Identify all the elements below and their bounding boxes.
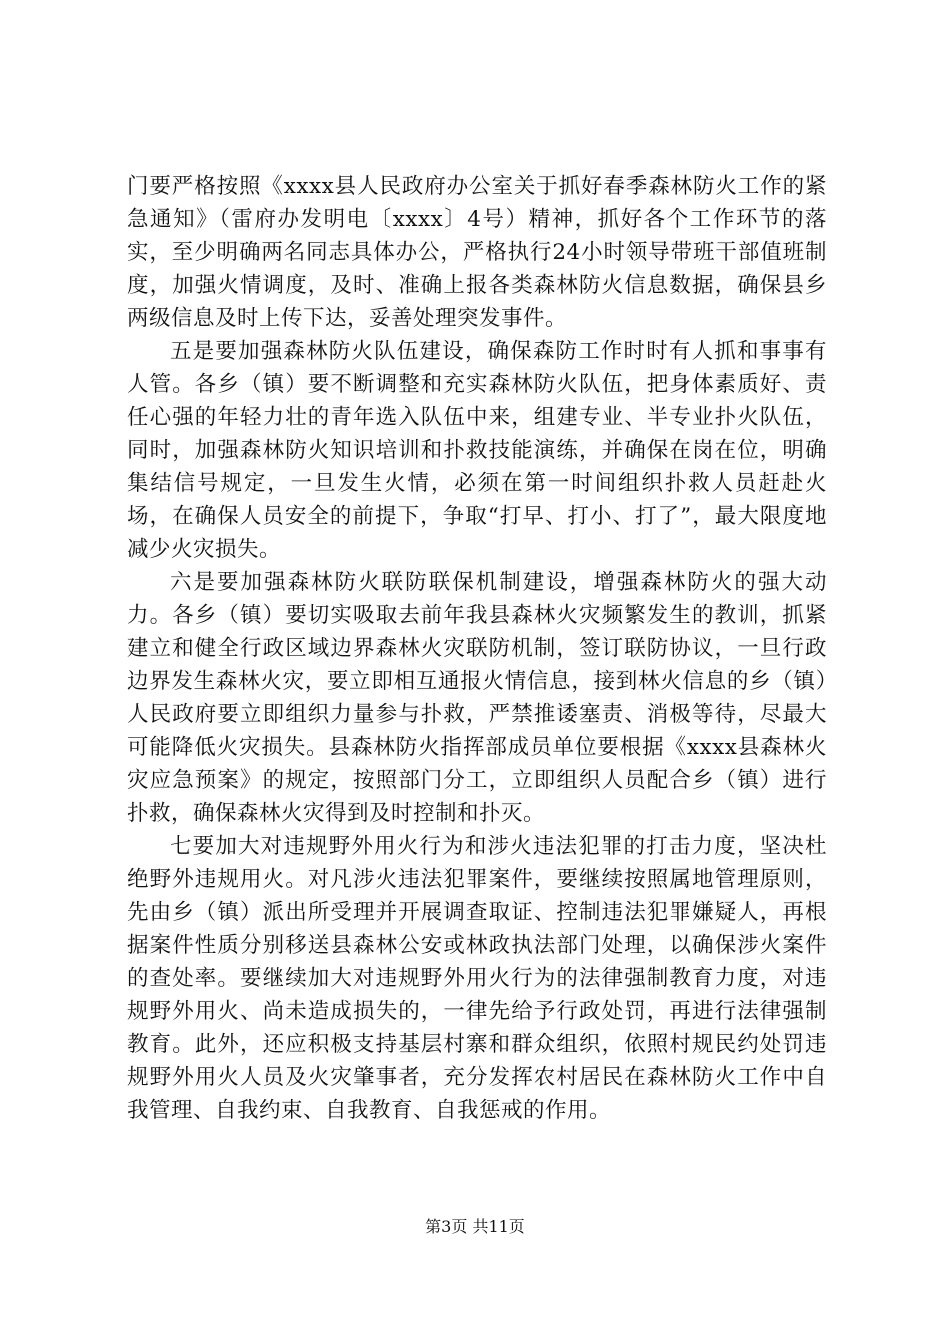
page-number-footer: 第3页 共11页 — [425, 1217, 525, 1236]
paragraph-continuation: 门要严格按照《xxxx县人民政府办公室关于抓好春季森林防火工作的紧急通知》（雷府办发明电〔xxxx〕4号）精神，抓好各个工作环节的落实，至少明确两名同志具体办公，严格执行24小时领导带班干部值班制度，加强火情调度，及时、准确上报各类森林防火信息数据，确保县乡两级信息及时上传下达，妥善处理突发事件。 — [127, 174, 827, 331]
document-body — [127, 170, 827, 1127]
paragraph-item-seven: 七要加大对违规野外用火行为和涉火违法犯罪的打击力度，坚决杜绝野外违规用火。对凡涉火违法犯罪案件，要继续按照属地管理原则，先由乡（镇）派出所受理并开展调查取证、控制违法犯罪嫌疑人，再根据案件性质分别移送县森林公安或林政执法部门处理，以确保涉火案件的查处率。要继续加大对违规野外用火行为的法律强制教育力度，对违规野外用火、尚未造成损失的，一律先给予行政处罚，再进行法律强制教育。此外，还应积极支持基层村寨和群众组织，依照村规民约处罚违规野外用火人员及火灾肇事者，充分发挥农村居民在森林防火工作中自我管理、自我约束、自我教育、自我惩戒的作用。 — [127, 834, 827, 1123]
paragraph-item-five: 五是要加强森林防火队伍建设，确保森防工作时时有人抓和事事有人管。各乡（镇）要不断调整和充实森林防火队伍，把身体素质好、责任心强的年轻力壮的青年选入队伍中来，组建专业、半专业扑火队伍，同时，加强森林防火知识培训和扑救技能演练，并确保在岗在位，明确集结信号规定，一旦发生火情，必须在第一时间组织扑救人员赶赴火场，在确保人员安全的前提下，争取“打早、打小、打了”，最大限度地减少火灾损失。 — [127, 339, 827, 562]
paragraph-item-six: 六是要加强森林防火联防联保机制建设，增强森林防火的强大动力。各乡（镇）要切实吸取去前年我县森林火灾频繁发生的教训，抓紧建立和健全行政区域边界森林火灾联防机制，签订联防协议，一旦行政边界发生森林火灾，要立即相互通报火情信息，接到林火信息的乡（镇）人民政府要立即组织力量参与扑救，严禁推诿塞责、消极等待，尽最大可能降低火灾损失。县森林防火指挥部成员单位要根据《xxxx县森林火灾应急预案》的规定，按照部门分工，立即组织人员配合乡（镇）进行扑救，确保森林火灾得到及时控制和扑灭。 — [127, 570, 827, 826]
